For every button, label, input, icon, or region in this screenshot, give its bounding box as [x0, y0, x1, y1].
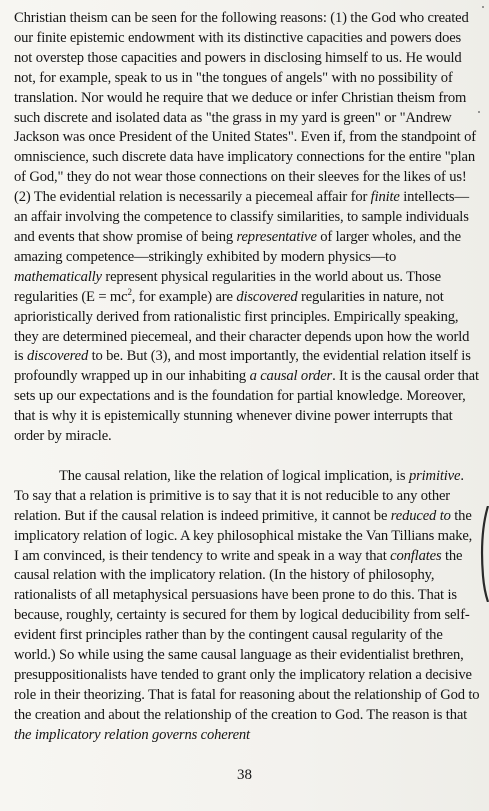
paragraph-2: [14, 467, 480, 746]
text-run: The causal relation, like the relation of logical implication, is: [59, 467, 409, 484]
italic-text: primitive: [408, 467, 461, 484]
italic-text: discovered: [236, 288, 298, 305]
text-run: . It is the causal order that sets up our expectations and is the foundation for partial knowledge. Moreover, that is why it is epistemically stunning whenever divine power interrupts that order by miracle.: [14, 368, 479, 445]
text-run: . To say that a relation is primitive is to say that it is not reducible to any other relation. But if the causal relation is indeed primitive, it cannot be: [14, 467, 464, 524]
italic-text: a causal order: [249, 368, 333, 385]
paragraph-1: [14, 9, 480, 447]
text-run: regularities in nature, not aprioristically derived from rationalistic first principles. Empirically speaking, they are determined piecemeal, and their character depends upon how the world is: [14, 288, 470, 365]
italic-text: reduced to: [390, 507, 451, 524]
page-number: 38: [237, 767, 252, 783]
italic-text: conflates: [390, 547, 442, 564]
italic-text: finite: [370, 189, 400, 206]
text-run: to be. But (3), and most importantly, the evidential relation itself is profoundly wrapped up in our inhabiting: [14, 348, 471, 385]
binding-shadow: [480, 506, 489, 602]
italic-text: representative: [236, 228, 317, 245]
text-run: the implicatory relation of logic. A key philosophical mistake the Van Tillians make, I am convinced, is their tendency to write and speak in a way that: [14, 507, 473, 564]
italic-text: the implicatory relation governs coherent: [14, 726, 250, 743]
text-run: , for example) are: [131, 288, 237, 305]
text-run: represent physical regularities in the world about us. Those regularities (E = mc: [14, 268, 441, 305]
superscript: 2: [127, 286, 132, 297]
italic-text: mathematically: [14, 268, 102, 285]
text-run: the causal relation with the implicatory relation. (In the history of philosophy, rationalists of all metaphysical persuasions have been prone to do this. That is because, roughly, certainty is secured for them by logical deducibility from self-evident first principles rather than by the contingent causal regularity of the world.) So while using the same causal language as their evidentialist brethren, presuppositionalists have tended to grant only the implicatory relation a decisive role in their theorizing. That is fatal for reasoning about the relationship of God to the creation and about the relationship of the creation to God. The reason is that: [14, 547, 480, 723]
text-run: intellects—an affair involving the competence to classify similarities, to sample individuals and events that show promise of being: [14, 189, 469, 245]
text-run: of larger wholes, and the amazing competence—strikingly exhibited by modern physics—to: [14, 228, 461, 265]
italic-text: discovered: [26, 348, 89, 365]
speck: [482, 6, 484, 8]
body-text: [14, 9, 480, 746]
text-run: Christian theism can be seen for the following reasons: (1) the God who created our finite epistemic endowment with its distinctive capacities and powers does not overstep those capacities and powers in disclosing himself to us. He would not, for example, speak to us in "the tongues of angels" with no possibility of translation. Nor would he require that we deduce or infer Christian theism from such discrete and isolated data as "the grass in my yard is green" or "Andrew Jackson was once President of the United States". Even if, from the standpoint of omniscience, such discrete data have implicatory connections for the entire "plan of God," they do not wear those connections on their sleeves for the likes of us! (2) The evidential relation is necessarily a piecemeal affair for: [14, 10, 476, 206]
speck: [478, 111, 480, 113]
